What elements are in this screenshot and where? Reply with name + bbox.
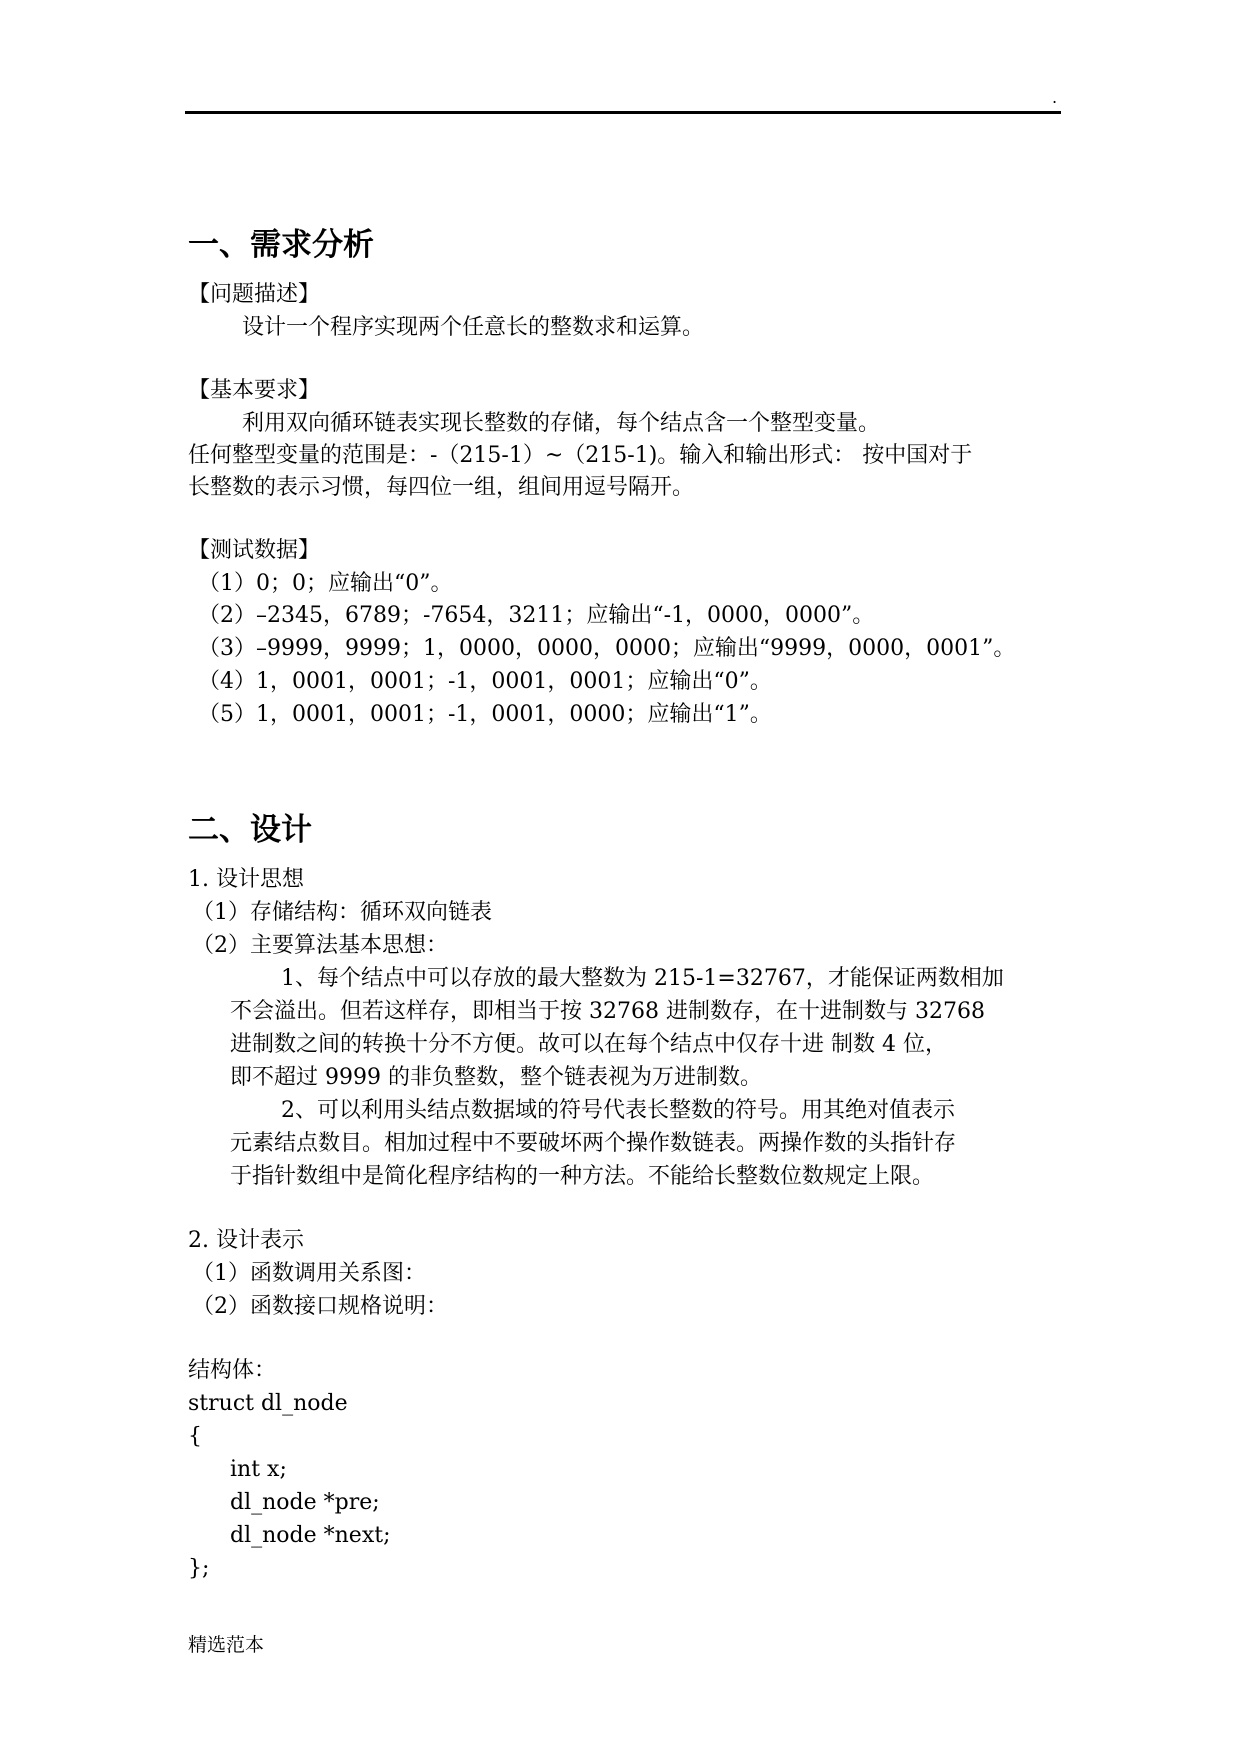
problem-heading: 【问题描述】 (188, 282, 321, 307)
test-case: （5）1，0001，0001；-1，0001，0000；应输出“1”。 (198, 702, 772, 727)
interface-spec-heading: （2）函数接口规格说明： (192, 1294, 448, 1319)
footer-text: 精选范本 (188, 1634, 265, 1656)
requirements-heading: 【基本要求】 (188, 378, 321, 403)
design-representation-heading: 2. 设计表示 (188, 1228, 304, 1253)
algorithm-paragraph-line: 即不超过 9999 的非负整数，整个链表视为万进制数。 (230, 1065, 762, 1090)
algorithm-paragraph-line: 1、每个结点中可以存放的最大整数为 215-1=32767，才能保证两数相加 (281, 966, 1004, 991)
problem-text: 设计一个程序实现两个任意长的整数求和运算。 (242, 315, 705, 340)
code-line: struct dl_node (188, 1391, 348, 1416)
code-line: }; (188, 1556, 210, 1581)
header-rule (185, 111, 1061, 114)
call-graph-heading: （1）函数调用关系图： (192, 1261, 426, 1286)
algorithm-paragraph-line: 元素结点数目。相加过程中不要破坏两个操作数链表。两操作数的头指针存 (230, 1131, 957, 1156)
test-case: （3）–9999，9999；1，0000，0000，0000；应输出“9999，0000，0001”。 (198, 636, 1016, 661)
code-line: dl_node *pre; (230, 1490, 380, 1515)
algorithm-paragraph-line: 不会溢出。但若这样存，即相当于按 32768 进制数存，在十进制数与 32768 (230, 999, 985, 1024)
test-case: （2）–2345，6789；-7654，3211；应输出“-1，0000，0000”。 (198, 603, 875, 628)
algorithm-paragraph-line: 进制数之间的转换十分不方便。故可以在每个结点中仅存十进 制数 4 位， (230, 1032, 947, 1057)
test-data-heading: 【测试数据】 (188, 538, 321, 563)
requirements-line: 利用双向循环链表实现长整数的存储，每个结点含一个整型变量。 (242, 411, 881, 436)
header-mark: . (1052, 88, 1058, 107)
algorithm-paragraph-line: 于指针数组中是简化程序结构的一种方法。不能给长整数位数规定上限。 (230, 1164, 935, 1189)
algorithm-heading: （2）主要算法基本思想： (192, 933, 448, 958)
requirements-line: 长整数的表示习惯，每四位一组，组间用逗号隔开。 (188, 475, 695, 500)
struct-label: 结构体： (188, 1358, 277, 1383)
section-title-design: 二、设计 (188, 812, 312, 848)
test-case: （4）1，0001，0001；-1，0001，0001；应输出“0”。 (198, 669, 772, 694)
test-case: （1）0；0；应输出“0”。 (198, 571, 453, 596)
section-title-requirements: 一、需求分析 (188, 227, 374, 263)
storage-structure: （1）存储结构：循环双向链表 (192, 900, 492, 925)
requirements-line: 任何整型变量的范围是：-（215-1）~（215-1)。输入和输出形式： 按中国对于 (188, 443, 973, 468)
code-line: { (188, 1424, 202, 1449)
code-line: int x; (230, 1457, 287, 1482)
code-line: dl_node *next; (230, 1523, 391, 1548)
algorithm-paragraph-line: 2、可以利用头结点数据域的符号代表长整数的符号。用其绝对值表示 (281, 1098, 955, 1123)
design-idea-heading: 1. 设计思想 (188, 867, 304, 892)
